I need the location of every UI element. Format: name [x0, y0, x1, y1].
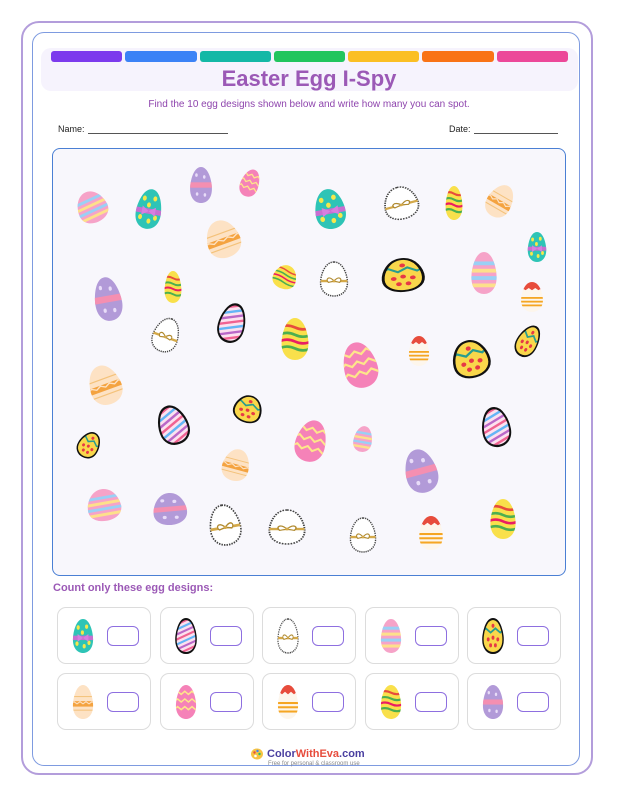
key-card-white-egg-red-top-orange-stripes — [262, 673, 356, 730]
key-egg-pink-egg-zigzag — [171, 682, 201, 722]
key-egg-purple-egg-pink-band — [478, 682, 508, 722]
key-card-teal-egg-pink-bow-yellow-dots — [57, 607, 151, 664]
scene-egg-purple-egg-pink-band[interactable] — [149, 491, 192, 526]
scene-egg-pink-egg-blue-stripes[interactable] — [469, 252, 499, 294]
name-line[interactable] — [88, 124, 228, 134]
scene-egg-peach-egg-orange-band[interactable] — [479, 179, 522, 223]
key-egg-shape-white-egg-red-top-orange-stripes[interactable] — [276, 685, 300, 719]
scene-egg-white-egg-gold-bow[interactable] — [348, 518, 378, 552]
scene-egg-white-egg-red-top-orange-stripes[interactable] — [417, 516, 445, 550]
scene-egg-yellow-egg-red-dots-black-outline[interactable] — [229, 391, 268, 426]
scene-egg-white-egg-red-top-orange-stripes[interactable] — [519, 282, 545, 312]
count-answer-box[interactable] — [415, 692, 447, 712]
name-field[interactable] — [58, 124, 228, 134]
key-egg-shape-pink-egg-zigzag[interactable] — [174, 685, 199, 719]
count-answer-box[interactable] — [517, 692, 549, 712]
scene-egg-teal-egg-pink-bow-yellow-dots[interactable] — [526, 232, 548, 262]
scene-egg-white-egg-red-top-orange-stripes[interactable] — [407, 336, 431, 366]
count-answer-box[interactable] — [415, 626, 447, 646]
page-title: Easter Egg I-Spy — [221, 66, 397, 91]
scene-egg-purple-egg-pink-band[interactable] — [188, 167, 214, 203]
count-answer-box[interactable] — [312, 692, 344, 712]
scene-egg-yellow-egg-green-stripes[interactable] — [279, 318, 311, 360]
scene-egg-yellow-egg-green-stripes[interactable] — [444, 186, 464, 220]
scene-egg-pink-egg-blue-stripes[interactable] — [350, 424, 376, 453]
key-egg-pink-egg-blue-stripes — [376, 616, 406, 656]
scene-egg-white-egg-gold-bow[interactable] — [146, 314, 186, 356]
count-answer-box[interactable] — [210, 626, 242, 646]
scene-egg-pink-egg-zigzag[interactable] — [235, 166, 266, 200]
scene-egg-yellow-egg-green-stripes[interactable] — [268, 261, 303, 293]
stripe-teal — [200, 51, 271, 62]
key-card-yellow-egg-red-dots-black-outline — [467, 607, 561, 664]
count-answer-box[interactable] — [312, 626, 344, 646]
key-egg-shape-pink-egg-blue-stripes[interactable] — [379, 619, 403, 653]
footer-tagline: Free for personal & classroom use — [268, 761, 360, 767]
scene-egg-pink-egg-zigzag[interactable] — [288, 416, 335, 466]
stripe-pink — [497, 51, 568, 62]
count-answer-box[interactable] — [517, 626, 549, 646]
scene-egg-pink-egg-blue-stripes[interactable] — [69, 185, 115, 229]
key-egg-peach-egg-orange-band — [68, 682, 98, 722]
instructions: Find the 10 egg designs shown below and write how many you can spot. — [148, 99, 470, 110]
footer-brand-c: .com — [339, 748, 365, 760]
key-egg-shape-purple-egg-pink-band[interactable] — [481, 685, 505, 719]
scene-egg-peach-egg-orange-band[interactable] — [198, 214, 249, 263]
egg-scene — [53, 149, 567, 577]
name-label: Name: — [58, 124, 85, 134]
scene-egg-yellow-egg-red-dots-black-outline[interactable] — [72, 428, 106, 463]
stripe-purple — [51, 51, 122, 62]
stripe-orange — [422, 51, 493, 62]
scene-egg-purple-egg-pink-band[interactable] — [397, 445, 445, 497]
scene-egg-pink-egg-zigzag[interactable] — [335, 337, 387, 392]
count-answer-box[interactable] — [107, 626, 139, 646]
stripe-yellow — [348, 51, 419, 62]
stripe-green — [274, 51, 345, 62]
key-card-black-outline-pink-stripes-egg — [160, 607, 254, 664]
footer-brand-a: Color — [267, 748, 296, 760]
scene-egg-peach-egg-orange-band[interactable] — [80, 360, 129, 411]
scene-egg-black-outline-pink-stripes-egg[interactable] — [208, 296, 255, 348]
scene-egg-black-outline-pink-stripes-egg[interactable] — [145, 396, 200, 452]
scene-egg-black-outline-pink-stripes-egg[interactable] — [472, 401, 519, 452]
scene-egg-white-egg-gold-bow[interactable] — [266, 510, 308, 544]
key-egg-teal-egg-pink-bow-yellow-dots — [68, 616, 98, 656]
key-egg-shape-peach-egg-orange-band[interactable] — [71, 685, 95, 719]
footer-brand[interactable] — [267, 748, 365, 760]
key-egg-shape-black-outline-pink-stripes-egg[interactable] — [171, 616, 201, 655]
key-heading: Count only these egg designs: — [53, 582, 214, 594]
key-egg-black-outline-pink-stripes-egg — [171, 616, 201, 656]
key-card-peach-egg-orange-band — [57, 673, 151, 730]
scene-egg-white-egg-gold-bow[interactable] — [204, 502, 246, 548]
key-egg-shape-yellow-egg-green-stripes[interactable] — [379, 685, 403, 719]
scene-egg-yellow-egg-red-dots-black-outline[interactable] — [446, 336, 496, 382]
scene-egg-teal-egg-pink-bow-yellow-dots[interactable] — [131, 187, 167, 232]
key-card-white-egg-gold-bow — [262, 607, 356, 664]
key-card-purple-egg-pink-band — [467, 673, 561, 730]
scene-egg-yellow-egg-red-dots-black-outline[interactable] — [510, 321, 547, 361]
key-card-pink-egg-zigzag — [160, 673, 254, 730]
scene-egg-white-egg-gold-bow[interactable] — [378, 182, 425, 223]
rainbow-stripes — [51, 51, 568, 62]
count-answer-box[interactable] — [210, 692, 242, 712]
scene-egg-white-egg-gold-bow[interactable] — [318, 262, 350, 296]
key-egg-white-egg-red-top-orange-stripes — [273, 682, 303, 722]
key-egg-yellow-egg-green-stripes — [376, 682, 406, 722]
key-egg-shape-white-egg-gold-bow[interactable] — [276, 619, 300, 653]
egg-search-area — [52, 148, 566, 576]
date-label: Date: — [449, 124, 471, 134]
palette-icon — [250, 747, 264, 761]
key-card-pink-egg-blue-stripes — [365, 607, 459, 664]
scene-egg-yellow-egg-green-stripes[interactable] — [488, 499, 518, 539]
date-line[interactable] — [474, 124, 558, 134]
scene-egg-yellow-egg-red-dots-black-outline[interactable] — [378, 257, 429, 293]
key-card-yellow-egg-green-stripes — [365, 673, 459, 730]
date-field[interactable] — [449, 124, 558, 134]
key-egg-shape-teal-egg-pink-bow-yellow-dots[interactable] — [71, 619, 95, 653]
key-egg-shape-yellow-egg-red-dots-black-outline[interactable] — [481, 619, 505, 653]
footer-brand-b: WithEva — [295, 748, 340, 760]
scene-egg-peach-egg-orange-band[interactable] — [216, 445, 255, 484]
scene-egg-pink-egg-blue-stripes[interactable] — [82, 486, 127, 524]
count-answer-box[interactable] — [107, 692, 139, 712]
scene-egg-teal-egg-pink-bow-yellow-dots[interactable] — [309, 186, 351, 232]
key-egg-yellow-egg-red-dots-black-outline — [478, 616, 508, 656]
scene-egg-yellow-egg-green-stripes[interactable] — [163, 271, 183, 303]
scene-egg-purple-egg-pink-band[interactable] — [88, 275, 127, 324]
key-egg-white-egg-gold-bow — [273, 616, 303, 656]
stripe-blue — [125, 51, 196, 62]
